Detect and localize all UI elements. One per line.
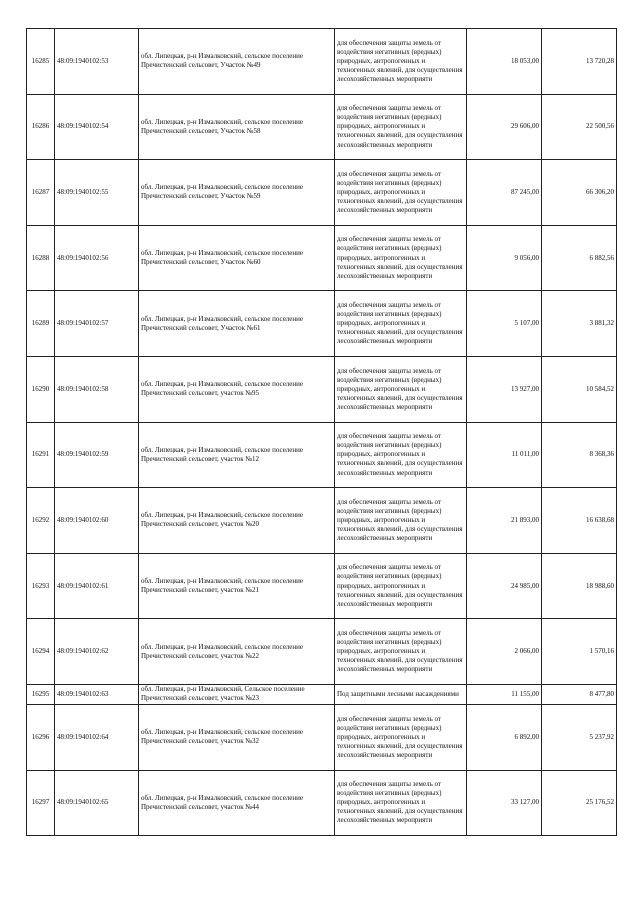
table-row [27, 684, 617, 704]
cadastral-value-cell [542, 422, 617, 488]
table-row [27, 422, 617, 488]
cadastral-value: 5 237,92 [589, 732, 614, 741]
plot-address: обл. Липецкая, р-н Измалковский, сельское поселение Пречистенский сельсовет, Участок №60 [141, 248, 303, 267]
permitted-use: для обеспечения защиты земель от воздействия негативных (вредных) природных, антропогенных и техногенных явлений, для осуществления лесохозяйственных мероприяти [337, 38, 463, 83]
row-number: 16287 [31, 187, 50, 196]
cadastral-value-cell [542, 291, 617, 357]
cadastral-value-cell [542, 356, 617, 422]
plot-address: обл. Липецкая, р-н Измалковский, сельское поселение Пречистенский сельсовет, Участок №58 [141, 117, 303, 135]
permitted-use-cell [335, 160, 467, 226]
table-row [27, 225, 617, 291]
plot-address-cell [139, 704, 335, 770]
plot-address: обл. Липецкая, р-н Измалковский, сельское поселение Пречистенский сельсовет, участок №21 [141, 576, 303, 595]
cadastral-number: 48:09:1940102:63 [57, 689, 109, 698]
row-number-cell [27, 94, 55, 160]
plot-area: 18 053,00 [511, 56, 539, 65]
table-row [27, 94, 617, 160]
plot-area: 6 892,00 [514, 732, 539, 741]
permitted-use-cell [335, 422, 467, 488]
plot-address-cell [139, 619, 335, 685]
cadastral-value: 6 882,56 [589, 253, 614, 262]
plot-address: обл. Липецкая, р-н Измалковский, сельское поселение Пречистенский сельсовет, участок №20 [141, 511, 303, 529]
row-number-cell [27, 225, 55, 291]
cadastral-number: 48:09:1940102:53 [57, 56, 109, 65]
row-number: 16289 [31, 319, 50, 328]
permitted-use: для обеспечения защиты земель от воздействия негативных (вредных) природных, антропогенных и техногенных явлений, для осуществления лесохозяйственных мероприяти [337, 432, 463, 477]
cadastral-value: 22 500,56 [586, 122, 614, 131]
plot-area: 21 893,00 [511, 515, 539, 524]
plot-address: обл. Липецкая, р-н Измалковский, сельское поселение Пречистенский сельсовет, участок №22 [141, 642, 303, 660]
row-number-cell [27, 291, 55, 357]
plot-area-cell [467, 291, 542, 357]
cadastral-value-cell [542, 94, 617, 160]
cadastral-number: 48:09:1940102:60 [57, 515, 109, 524]
table-row [27, 619, 617, 685]
table-row [27, 704, 617, 770]
permitted-use-cell [335, 619, 467, 685]
land-register-body [27, 29, 617, 836]
cadastral-value: 10 584,52 [586, 384, 614, 393]
plot-address-cell [139, 684, 335, 704]
permitted-use: для обеспечения защиты земель от воздействия негативных (вредных) природных, антропогенных и техногенных явлений, для осуществления лесохозяйственных мероприяти [337, 497, 463, 543]
cadastral-value-cell [542, 770, 617, 836]
cadastral-number: 48:09:1940102:61 [57, 581, 109, 590]
cadastral-number-cell [55, 619, 139, 685]
plot-address: обл. Липецкая, р-н Измалковский, сельское поселение Пречистенский сельсовет, Участок №49 [141, 52, 303, 70]
plot-area-cell [467, 94, 542, 160]
cadastral-number-cell [55, 770, 139, 836]
cadastral-value: 25 176,52 [586, 798, 614, 807]
cadastral-value-cell [542, 684, 617, 704]
plot-area: 11 011,00 [511, 450, 539, 459]
row-number: 16296 [31, 732, 50, 741]
cadastral-number-cell [55, 488, 139, 554]
permitted-use: для обеспечения защиты земель от воздействия негативных (вредных) природных, антропогенных и техногенных явлений, для осуществления лесохозяйственных мероприяти [337, 300, 463, 346]
plot-address-cell [139, 356, 335, 422]
cadastral-number: 48:09:1940102:65 [57, 798, 109, 807]
plot-address: обл. Липецкая, р-н Измалковский, сельское поселение Пречистенский сельсовет, участок №95 [141, 380, 303, 398]
plot-address-cell [139, 422, 335, 488]
plot-area-cell [467, 422, 542, 488]
cadastral-value-cell [542, 704, 617, 770]
permitted-use-cell [335, 29, 467, 95]
row-number-cell [27, 704, 55, 770]
cadastral-number: 48:09:1940102:56 [57, 253, 109, 262]
row-number: 16292 [31, 515, 50, 524]
row-number-cell [27, 770, 55, 836]
plot-address: обл. Липецкая, р-н Измалковский, сельское поселение Пречистенский сельсовет, участок №32 [141, 728, 303, 746]
cadastral-number-cell [55, 704, 139, 770]
cadastral-value: 66 306,20 [586, 187, 614, 196]
cadastral-number-cell [55, 291, 139, 357]
plot-address-cell [139, 160, 335, 226]
permitted-use: для обеспечения защиты земель от воздействия негативных (вредных) природных, антропогенных и техногенных явлений, для осуществления лесохозяйственных мероприяти [337, 628, 463, 674]
row-number-cell [27, 160, 55, 226]
table-row [27, 770, 617, 836]
cadastral-number-cell [55, 160, 139, 226]
permitted-use-cell [335, 488, 467, 554]
land-register-table [26, 28, 617, 836]
plot-address: обл. Липецкая, р-н Измалковский, сельское поселение Пречистенский сельсовет, участок №44 [141, 793, 303, 811]
cadastral-number: 48:09:1940102:57 [57, 319, 109, 328]
plot-address: обл. Липецкая, р-н Измалковский, Сельское поселение Пречистенский сельсовет, участок №23 [141, 685, 305, 703]
row-number-cell [27, 488, 55, 554]
plot-area-cell [467, 619, 542, 685]
cadastral-value: 13 720,28 [586, 56, 614, 65]
row-number: 16288 [31, 253, 50, 262]
permitted-use: для обеспечения защиты земель от воздействия негативных (вредных) природных, антропогенных и техногенных явлений, для осуществления лесохозяйственных мероприяти [337, 104, 463, 149]
cadastral-number: 48:09:1940102:64 [57, 732, 109, 741]
table-row [27, 553, 617, 619]
cadastral-value-cell [542, 225, 617, 291]
cadastral-number: 48:09:1940102:55 [57, 187, 109, 196]
table-row [27, 356, 617, 422]
table-row [27, 291, 617, 357]
plot-address-cell [139, 488, 335, 554]
plot-area-cell [467, 704, 542, 770]
plot-area: 29 606,00 [511, 122, 539, 131]
row-number: 16286 [31, 122, 50, 131]
plot-area: 13 927,00 [511, 384, 539, 393]
plot-area-cell [467, 770, 542, 836]
cadastral-value: 3 881,32 [589, 319, 614, 328]
plot-address-cell [139, 770, 335, 836]
cadastral-number-cell [55, 225, 139, 291]
plot-address: обл. Липецкая, р-н Измалковский, сельское поселение Пречистенский сельсовет, участок №12 [141, 445, 303, 463]
plot-address-cell [139, 291, 335, 357]
permitted-use: Под защитными лесными насаждениями [337, 689, 459, 698]
row-number: 16294 [31, 647, 50, 656]
permitted-use-cell [335, 291, 467, 357]
permitted-use-cell [335, 553, 467, 619]
row-number: 16295 [31, 689, 50, 698]
permitted-use-cell [335, 684, 467, 704]
row-number: 16291 [31, 450, 50, 459]
row-number: 16290 [31, 384, 50, 393]
plot-address-cell [139, 29, 335, 95]
permitted-use-cell [335, 94, 467, 160]
cadastral-number: 48:09:1940102:62 [57, 647, 109, 656]
row-number-cell [27, 684, 55, 704]
row-number: 16293 [31, 581, 50, 590]
plot-area: 11 155,00 [511, 689, 539, 698]
permitted-use: для обеспечения защиты земель от воздействия негативных (вредных) природных, антропогенных и техногенных явлений, для осуществления лесохозяйственных мероприяти [337, 714, 463, 759]
plot-area: 33 127,00 [511, 798, 539, 807]
plot-address: обл. Липецкая, р-н Измалковский, сельское поселение Пречистенский сельсовет, Участок №61 [141, 314, 303, 332]
plot-area-cell [467, 488, 542, 554]
table-row [27, 488, 617, 554]
permitted-use: для обеспечения защиты земель от воздействия негативных (вредных) природных, антропогенных и техногенных явлений, для осуществления лесохозяйственных мероприяти [337, 235, 463, 280]
cadastral-number-cell [55, 94, 139, 160]
plot-area: 5 107,00 [514, 319, 539, 328]
plot-area-cell [467, 684, 542, 704]
permitted-use: для обеспечения защиты земель от воздействия негативных (вредных) природных, антропогенных и техногенных явлений, для осуществления лесохозяйственных мероприяти [337, 780, 463, 825]
cadastral-number: 48:09:1940102:59 [57, 450, 109, 459]
permitted-use: для обеспечения защиты земель от воздействия негативных (вредных) природных, антропогенных и техногенных явлений, для осуществления лесохозяйственных мероприяти [337, 366, 463, 411]
permitted-use-cell [335, 704, 467, 770]
cadastral-number: 48:09:1940102:54 [57, 122, 109, 131]
cadastral-number-cell [55, 684, 139, 704]
cadastral-value: 18 988,60 [586, 581, 614, 590]
cadastral-value: 8 368,36 [589, 450, 614, 459]
plot-area: 2 066,00 [514, 647, 539, 656]
cadastral-value: 16 638,68 [586, 515, 614, 524]
cadastral-value-cell [542, 488, 617, 554]
plot-area-cell [467, 553, 542, 619]
cadastral-value: 8 477,80 [589, 689, 614, 698]
cadastral-number-cell [55, 553, 139, 619]
cadastral-value: 1 570,16 [589, 647, 614, 656]
cadastral-number: 48:09:1940102:58 [57, 384, 109, 393]
plot-area: 24 985,00 [511, 581, 539, 590]
row-number: 16285 [31, 56, 50, 65]
cadastral-number-cell [55, 356, 139, 422]
plot-area-cell [467, 29, 542, 95]
plot-address-cell [139, 94, 335, 160]
row-number-cell [27, 356, 55, 422]
row-number-cell [27, 553, 55, 619]
cadastral-value-cell [542, 160, 617, 226]
plot-address-cell [139, 225, 335, 291]
row-number-cell [27, 422, 55, 488]
plot-address: обл. Липецкая, р-н Измалковский, сельское поселение Пречистенский сельсовет, Участок №59 [141, 183, 303, 201]
row-number-cell [27, 29, 55, 95]
cadastral-value-cell [542, 553, 617, 619]
permitted-use: для обеспечения защиты земель от воздействия негативных (вредных) природных, антропогенных и техногенных явлений, для осуществления лесохозяйственных мероприяти [337, 169, 463, 215]
plot-area: 9 056,00 [514, 253, 539, 262]
table-row [27, 29, 617, 95]
plot-area-cell [467, 356, 542, 422]
permitted-use: для обеспечения защиты земель от воздействия негативных (вредных) природных, антропогенных и техногенных явлений, для осуществления лесохозяйственных мероприяти [337, 563, 463, 608]
row-number-cell [27, 619, 55, 685]
plot-area-cell [467, 225, 542, 291]
cadastral-number-cell [55, 422, 139, 488]
cadastral-value-cell [542, 29, 617, 95]
permitted-use-cell [335, 225, 467, 291]
row-number: 16297 [31, 798, 50, 807]
permitted-use-cell [335, 770, 467, 836]
plot-area: 87 245,00 [511, 187, 539, 196]
permitted-use-cell [335, 356, 467, 422]
cadastral-value-cell [542, 619, 617, 685]
plot-address-cell [139, 553, 335, 619]
cadastral-number-cell [55, 29, 139, 95]
plot-area-cell [467, 160, 542, 226]
table-row [27, 160, 617, 226]
